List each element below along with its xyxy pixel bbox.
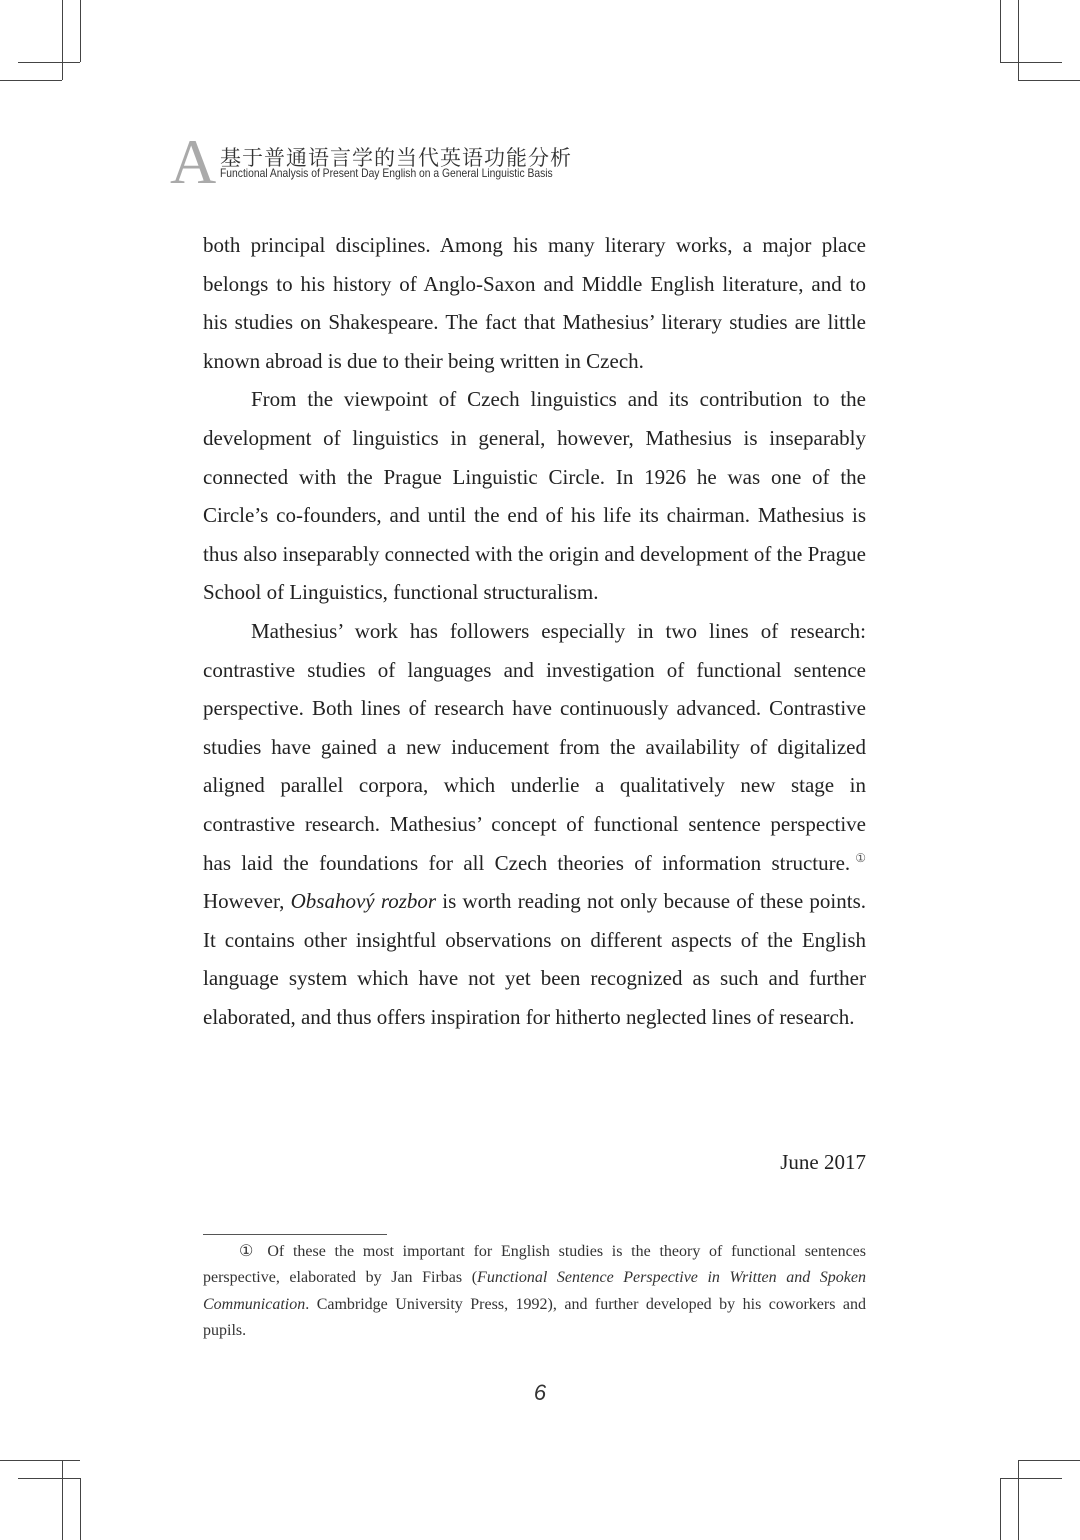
paragraph-3-part-2: However, bbox=[203, 889, 291, 914]
footnote-mark: ① bbox=[239, 1243, 254, 1260]
crop-mark-bottom-left-v bbox=[62, 1460, 63, 1540]
footnote bbox=[203, 1239, 866, 1344]
footnote-text-2: . Cambridge University Press, 1992), and further developed by his coworkers and pupils. bbox=[203, 1295, 866, 1339]
crop-mark-top-left-h2 bbox=[0, 80, 62, 81]
crop-mark-bottom-right-h bbox=[1000, 1478, 1062, 1479]
crop-mark-top-right-h bbox=[1000, 62, 1062, 63]
header-title-english: Functional Analysis of Present Day English on a General Linguistic Basis bbox=[220, 166, 553, 180]
header-logo-letter: A bbox=[170, 126, 217, 197]
crop-mark-bottom-left-h2 bbox=[18, 1478, 80, 1479]
running-header bbox=[170, 126, 870, 197]
page-number: 6 bbox=[533, 1380, 547, 1405]
paragraph-3-part-3: is worth reading not only because of these points. It contains other insightful observations on different aspects of the English language system which have not yet been recognized as such and further elaborated, and thus offers inspiration for hitherto neglected lines of research. bbox=[203, 889, 866, 1029]
crop-mark-top-left-v2 bbox=[80, 0, 81, 62]
footnote-text-1: Of these the most important for English studies is the theory of functional sentences perspective, elaborated by Jan Firbas ( bbox=[203, 1243, 866, 1287]
footnote-divider bbox=[203, 1234, 387, 1235]
footnote-reference[interactable]: ① bbox=[850, 850, 866, 865]
paragraph-2: From the viewpoint of Czech linguistics and its contribution to the development of linguistics in general, however, Mathesius is inseparably connected with the Prague Linguistic Circle. In 1926 he was one of the Circle’s co-founders, and until the end of his life its chairman. Mathesius is thus also inseparably connected with the origin and development of the Prague School of Linguistics, functional structuralism. bbox=[203, 387, 866, 605]
crop-mark-top-left-h bbox=[18, 62, 80, 63]
crop-mark-top-right-h2 bbox=[1018, 80, 1080, 81]
header-title-chinese: 基于普通语言学的当代英语功能分析 bbox=[220, 146, 572, 170]
signoff-date: June 2017 bbox=[780, 1150, 866, 1174]
paragraph-3-part-1: Mathesius’ work has followers especially in two lines of research: contrastive studies of languages and investigation of functional sentence perspective. Both lines of research have continuously advanced. Contrastive studies have gained a new inducement from the availability of digitalized aligned parallel corpora, which underlie a qualitatively new stage in contrastive research. Mathesius’ concept of functional sentence perspective has laid the foundations for all Czech theories of information structure. bbox=[203, 618, 866, 875]
paragraph-1: both principal disciplines. Among his many literary works, a major place belongs to his history of Anglo-Saxon and Middle English literature, and to his studies on Shakespeare. The fact that Mathesius’ literary studies are little known abroad is due to their being written in Czech. bbox=[203, 233, 866, 373]
crop-mark-bottom-right-v bbox=[1000, 1478, 1001, 1540]
body-text bbox=[203, 226, 866, 1036]
crop-mark-bottom-left-h bbox=[0, 1460, 80, 1461]
crop-mark-bottom-left-v2 bbox=[80, 1478, 81, 1540]
footnote-italic-title: Functional Sentence Perspective in Written and Spoken Communication bbox=[203, 1269, 866, 1313]
crop-mark-top-right-v2 bbox=[1018, 0, 1019, 80]
crop-mark-bottom-right-h2 bbox=[1018, 1460, 1080, 1461]
crop-mark-top-left-v bbox=[62, 0, 63, 80]
paragraph-3 bbox=[203, 612, 866, 1037]
crop-mark-bottom-right-v2 bbox=[1018, 1460, 1019, 1540]
book-title-italic: Obsahový rozbor bbox=[290, 889, 437, 914]
crop-mark-top-right-v bbox=[1000, 0, 1001, 62]
